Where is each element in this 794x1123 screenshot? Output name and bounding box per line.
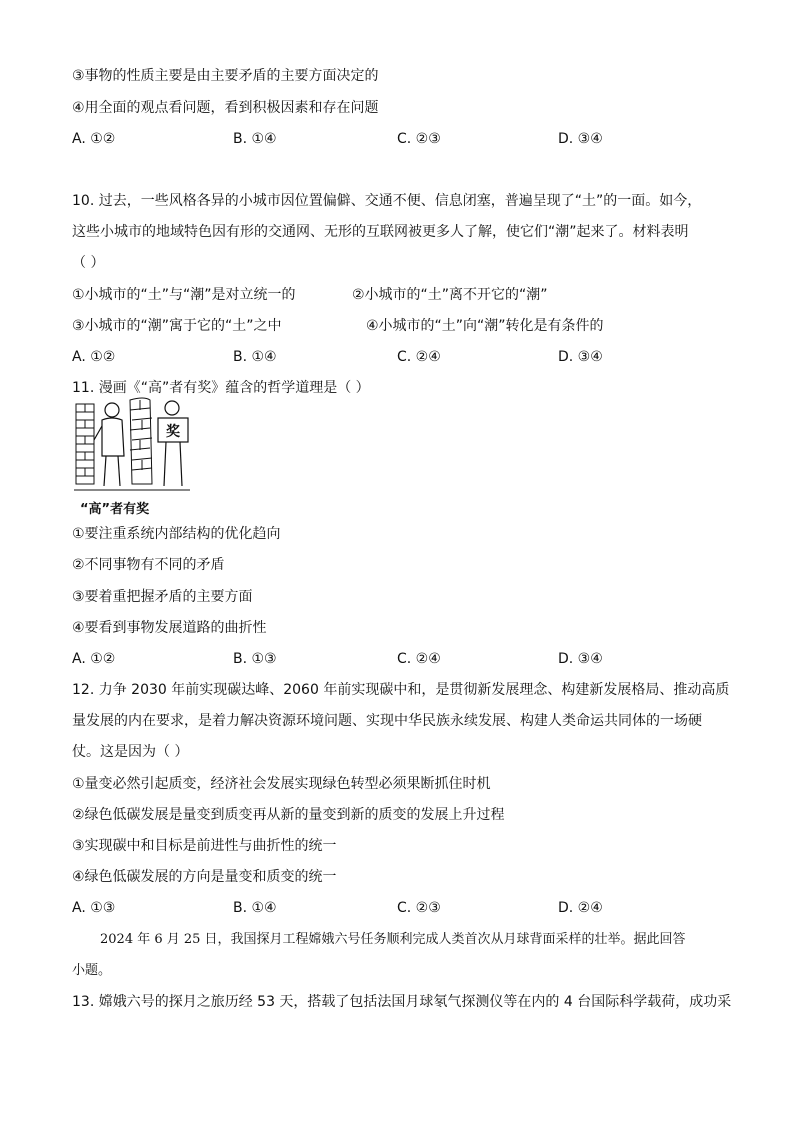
q10-item-3: ③小城市的“潮”寓于它的“土”之中 bbox=[72, 318, 282, 334]
q10-option-a[interactable]: A. ①② bbox=[72, 349, 116, 365]
q11-item-4: ④要看到事物发展道路的曲折性 bbox=[72, 620, 267, 636]
q12-item-3: ③实现碳中和目标是前进性与曲折性的统一 bbox=[72, 838, 337, 854]
q10-option-d[interactable]: D. ③④ bbox=[558, 349, 603, 365]
q12-stem-line-1: 12. 力争 2030 年前实现碳达峰、2060 年前实现碳中和，是贯彻新发展理念、构建新发展格局、推动高质 bbox=[72, 682, 730, 698]
q11-option-c[interactable]: C. ②④ bbox=[397, 651, 441, 667]
q12-option-b[interactable]: B. ①④ bbox=[233, 900, 277, 916]
q12-stem-line-3: 仗。这是因为（ ） bbox=[72, 744, 189, 760]
q12-item-4: ④绿色低碳发展的方向是量变和质变的统一 bbox=[72, 869, 337, 885]
passage-line-2: 小题。 bbox=[72, 963, 112, 978]
award-sign-text: 奖 bbox=[166, 424, 180, 440]
q10-answer-blank: （ ） bbox=[72, 255, 105, 271]
q10-item-4: ④小城市的“土”向“潮”转化是有条件的 bbox=[366, 318, 604, 334]
q11-item-2: ②不同事物有不同的矛盾 bbox=[72, 557, 225, 573]
q11-item-3: ③要着重把握矛盾的主要方面 bbox=[72, 589, 253, 605]
q11-item-1: ①要注重系统内部结构的优化趋向 bbox=[72, 526, 281, 542]
q12-item-2: ②绿色低碳发展是量变到质变再从新的量变到新的质变的发展上升过程 bbox=[72, 807, 505, 823]
q10-item-2: ②小城市的“土”离不开它的“潮” bbox=[352, 287, 548, 303]
q10-option-c[interactable]: C. ②④ bbox=[397, 349, 441, 365]
q9-option-d[interactable]: D. ③④ bbox=[558, 131, 603, 147]
q12-option-d[interactable]: D. ②④ bbox=[558, 900, 603, 916]
q12-option-c[interactable]: C. ②③ bbox=[397, 900, 441, 916]
q9-item-4: ④用全面的观点看问题，看到积极因素和存在问题 bbox=[72, 100, 379, 116]
q11-option-b[interactable]: B. ①③ bbox=[233, 651, 277, 667]
q12-option-a[interactable]: A. ①③ bbox=[72, 900, 116, 916]
q10-item-1: ①小城市的“土”与“潮”是对立统一的 bbox=[72, 287, 296, 303]
q10-option-b[interactable]: B. ①④ bbox=[233, 349, 277, 365]
q13-stem-line-1: 13. 嫦娥六号的探月之旅历经 53 天，搭载了包括法国月球氡气探测仪等在内的 4 台国际科学载荷，成功采 bbox=[72, 994, 732, 1010]
q11-stem: 11. 漫画《“高”者有奖》蕴含的哲学道理是（ ） bbox=[72, 380, 370, 396]
q9-option-c[interactable]: C. ②③ bbox=[397, 131, 441, 147]
q12-item-1: ①量变必然引起质变，经济社会发展实现绿色转型必须果断抓住时机 bbox=[72, 776, 491, 792]
q12-stem-line-2: 量发展的内在要求，是着力解决资源环境问题、实现中华民族永续发展、构建人类命运共同体的一场硬 bbox=[72, 713, 702, 729]
q9-option-a[interactable]: A. ①② bbox=[72, 131, 116, 147]
cartoon-caption: “高”者有奖 bbox=[80, 502, 150, 517]
q11-option-d[interactable]: D. ③④ bbox=[558, 651, 603, 667]
q9-option-b[interactable]: B. ①④ bbox=[233, 131, 277, 147]
q10-stem-line-1: 10. 过去，一些风格各异的小城市因位置偏僻、交通不便、信息闭塞，普遍呈现了“土”的一面。如今， bbox=[72, 193, 702, 209]
cartoon-illustration bbox=[72, 396, 192, 496]
passage-line-1: 2024 年 6 月 25 日，我国探月工程嫦娥六号任务顺利完成人类首次从月球背面采样的壮举。据此回答 bbox=[100, 932, 686, 947]
q10-stem-line-2: 这些小城市的地域特色因有形的交通网、无形的互联网被更多人了解，使它们“潮”起来了。材料表明 bbox=[72, 224, 689, 240]
q9-item-3: ③事物的性质主要是由主要矛盾的主要方面决定的 bbox=[72, 68, 379, 84]
q11-cartoon bbox=[72, 396, 192, 524]
q11-option-a[interactable]: A. ①② bbox=[72, 651, 116, 667]
